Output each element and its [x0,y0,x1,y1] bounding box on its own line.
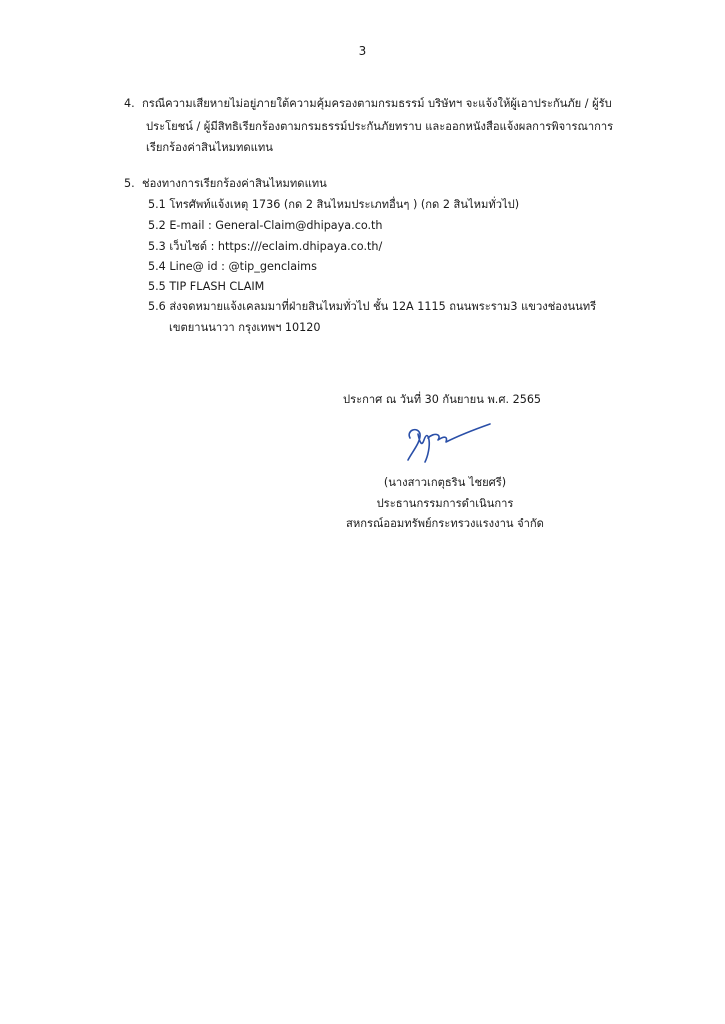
section4-number: 4. [124,97,135,110]
signatory-name: (นางสาวเกตุธริน ไชยศรี) [383,476,507,489]
section5-item6-continuation: เขตยานนาวา กรุงเทพฯ 10120 [169,321,321,334]
signature-image [398,416,498,466]
announcement-date: ประกาศ ณ วันที่ 30 กันยายน พ.ศ. 2565 [343,393,542,406]
page-number: 3 [358,44,367,58]
section5-item: 5.5 TIP FLASH CLAIM [148,280,265,293]
section5-heading-text: ช่องทางการเรียกร้องค่าสินไหมทดแทน [142,177,327,190]
section5-item: 5.1 โทรศัพท์แจ้งเหตุ 1736 (กด 2 สินไหมประเภทอื่นๆ ) (กด 2 สินไหมทั่วไป) [148,198,520,211]
section4-line1 [124,96,612,112]
signatory-title: ประธานกรรมการดำเนินการ [376,497,514,510]
section4-text1: กรณีความเสียหายไม่อยู่ภายใต้ความคุ้มครองตามกรมธรรม์ บริษัทฯ จะแจ้งให้ผู้เอาประกันภัย / ผู้รับ [142,97,612,110]
section5-heading [124,176,327,192]
section5-item: 5.3 เว็บไซต์ : https:///eclaim.dhipaya.co.th/ [148,240,383,253]
section4-line3: เรียกร้องค่าสินไหมทดแทน [146,141,273,154]
section5-number: 5. [124,177,135,190]
section5-item: 5.6 ส่งจดหมายแจ้งเคลมมาที่ฝ่ายสินไหมทั่วไป ชั้น 12A 1115 ถนนพระราม3 แขวงช่องนนทรี [148,300,597,313]
signatory-organization: สหกรณ์ออมทรัพย์กระทรวงแรงงาน จำกัด [346,517,544,530]
section5-item: 5.4 Line@ id : @tip_genclaims [148,260,317,273]
section5-item: 5.2 E-mail : General-Claim@dhipaya.co.th [148,219,383,232]
section4-line2: ประโยชน์ / ผู้มีสิทธิเรียกร้องตามกรมธรรม์ประกันภัยทราบ และออกหนังสือแจ้งผลการพิจารณาการ [146,120,614,133]
